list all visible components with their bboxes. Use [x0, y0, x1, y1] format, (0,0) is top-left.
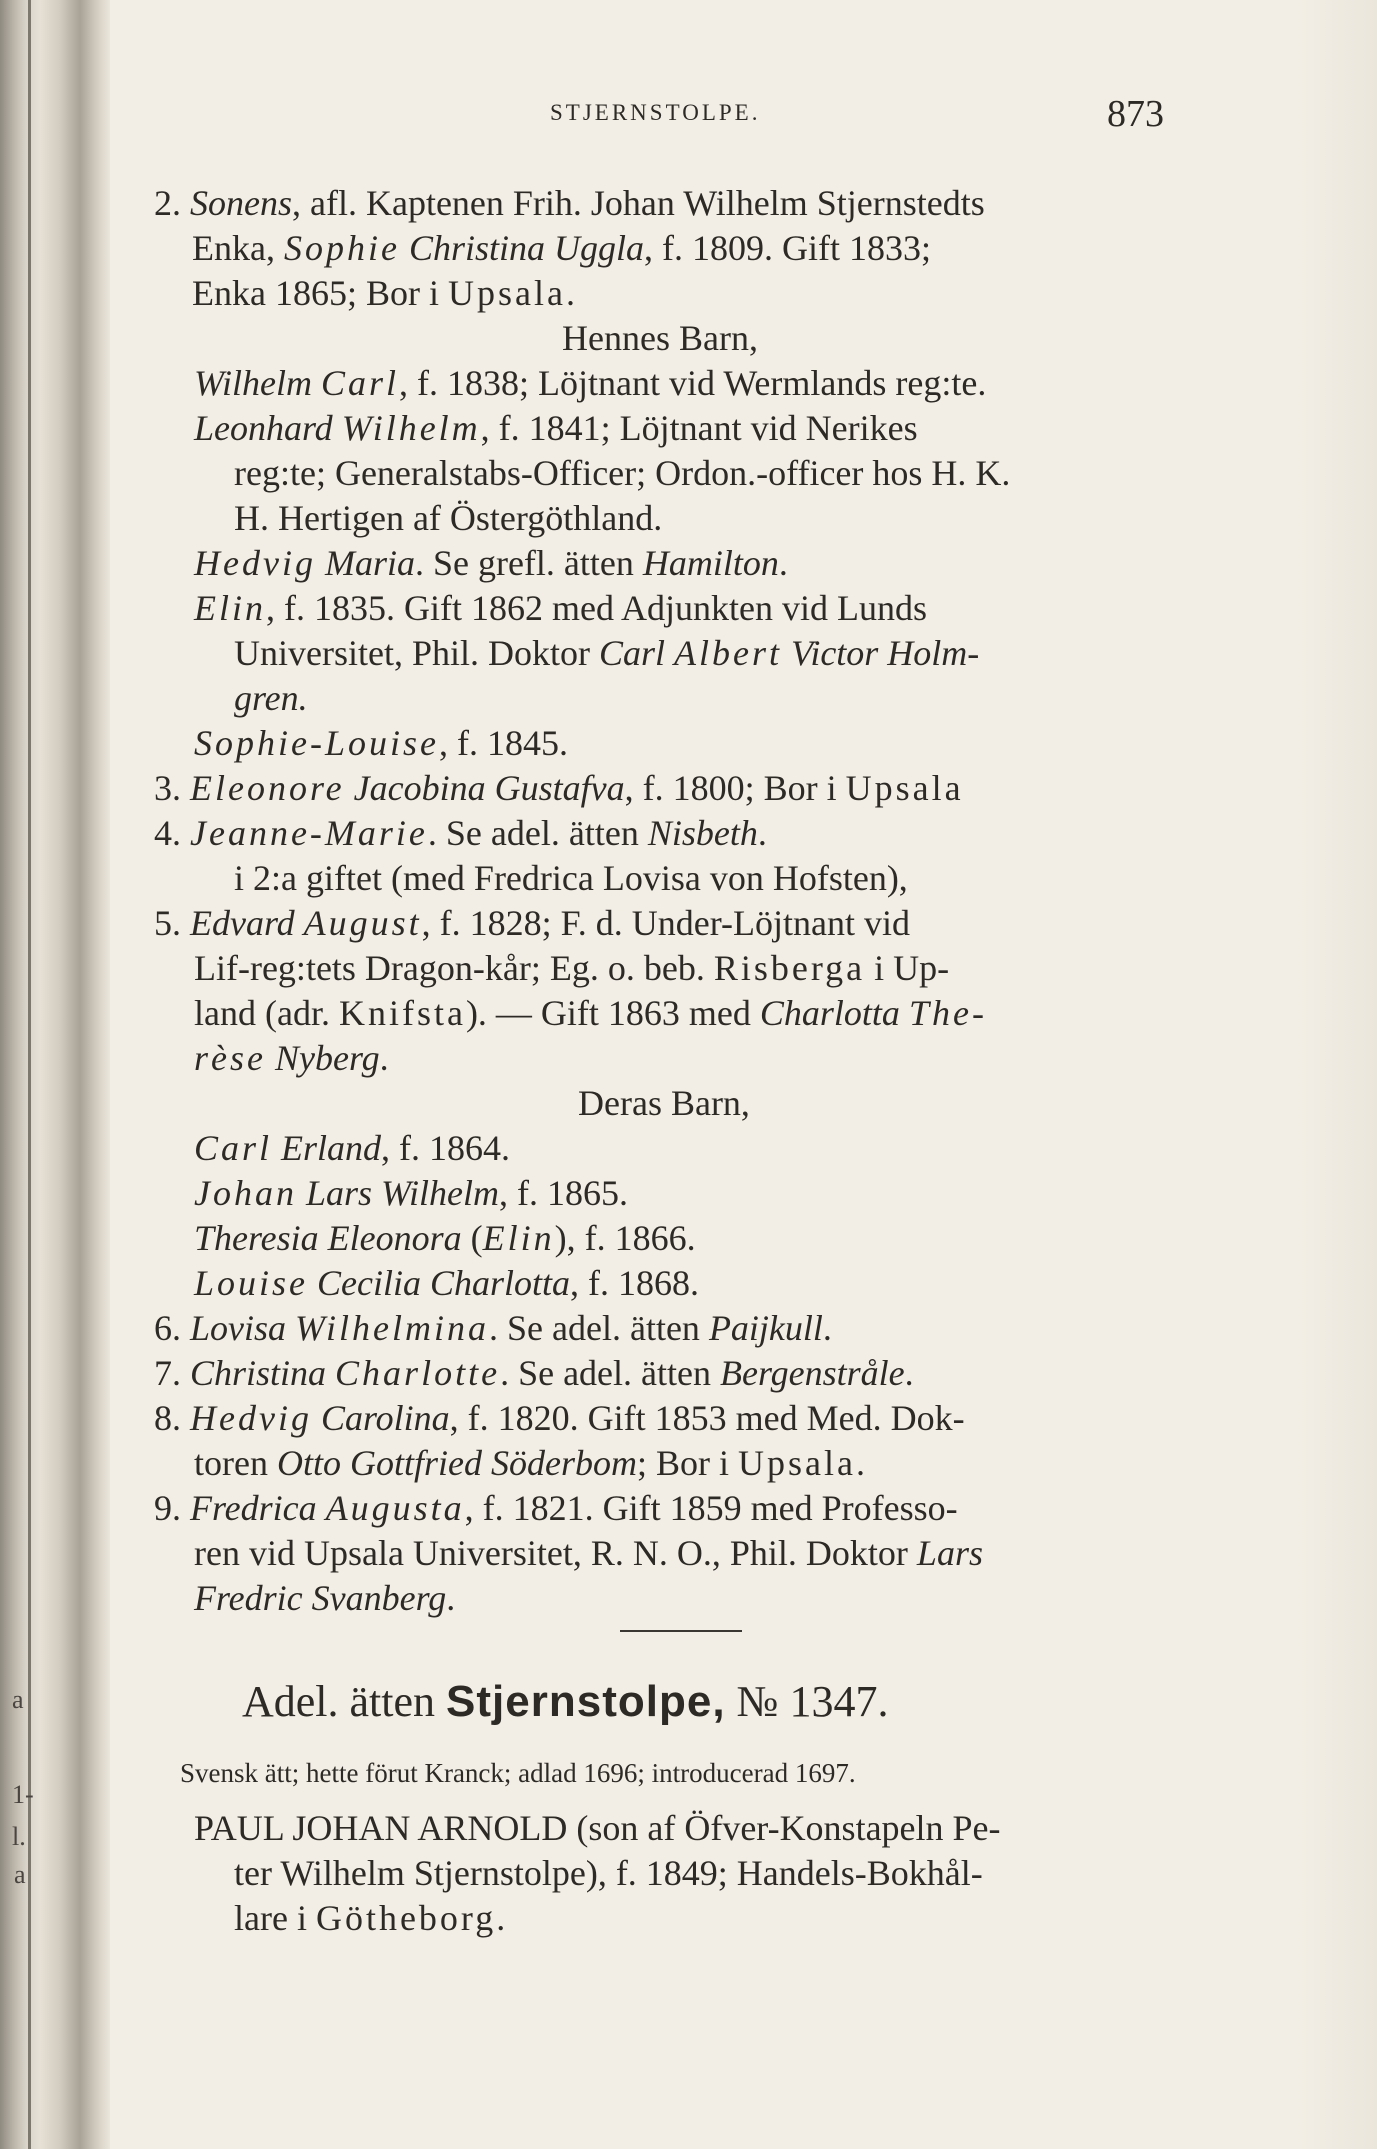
- text-line: [0, 946, 1377, 991]
- text-run: land (adr.: [194, 993, 339, 1033]
- text-run: .: [757, 813, 767, 853]
- text-line: [0, 1576, 1377, 1621]
- text-run: [326, 1353, 335, 1393]
- text-run: 9.: [154, 1488, 190, 1528]
- text-run: Sophie: [283, 228, 400, 268]
- text-line: [0, 1851, 1377, 1896]
- text-run: [272, 1128, 281, 1168]
- text-run: Hedvig: [194, 543, 316, 583]
- text-line: [0, 766, 1377, 811]
- text-run: [345, 768, 354, 808]
- text-run: , f. 1841; Löjtnant vid Nerikes: [480, 408, 918, 448]
- text-run: Elin: [482, 1218, 555, 1258]
- page-number: 873: [1107, 93, 1164, 135]
- text-run: , f. 1835. Gift 1862 med Adjunkten vid Lunds: [266, 588, 927, 628]
- text-run: Carolina: [320, 1398, 450, 1438]
- text-run: Christina Uggla: [408, 228, 644, 268]
- text-run: Charlotta: [759, 993, 900, 1033]
- text-run: Cecilia Charlotta: [317, 1263, 571, 1303]
- margin-mark: l.: [12, 1822, 26, 1851]
- text-run: [900, 993, 909, 1033]
- text-run: i 2:a giftet (med Fredrica Lovisa von Hofsten),: [234, 858, 908, 898]
- text-run: ). — Gift 1863 med: [465, 993, 760, 1033]
- text-run: , f. 1864.: [381, 1128, 511, 1168]
- text-run: , afl. Kaptenen Frih. Johan Wilhelm Stjernstedts: [292, 183, 985, 223]
- text-run: 4.: [154, 813, 190, 853]
- text-run: Johan: [194, 1173, 297, 1213]
- text-run: Otto Gottfried Söderbom: [276, 1443, 637, 1483]
- text-run: Augusta: [325, 1488, 465, 1528]
- text-run: Wilhelmina: [295, 1308, 490, 1348]
- text-run: toren: [194, 1443, 277, 1483]
- margin-mark: a: [12, 1685, 24, 1714]
- text-run: Upsala: [447, 273, 566, 313]
- text-run: № 1347.: [725, 1677, 889, 1726]
- text-run: Hedvig: [190, 1398, 312, 1438]
- text-run: Götheborg: [315, 1898, 497, 1938]
- margin-mark: a: [14, 1860, 26, 1889]
- text-run: . Se adel. ätten: [427, 813, 648, 853]
- text-run: Carl: [194, 1128, 273, 1168]
- text-run: 8.: [154, 1398, 190, 1438]
- text-run: .: [778, 543, 788, 583]
- text-run: 2.: [154, 183, 190, 223]
- text-run: Edvard: [190, 903, 295, 943]
- text-line: [0, 1126, 1377, 1171]
- text-run: [317, 1488, 326, 1528]
- text-run: [665, 633, 674, 673]
- text-run: [312, 363, 321, 403]
- text-run: Lif-reg:tets Dragon-kår; Eg. o. beb.: [194, 948, 714, 988]
- margin-mark: 1-: [12, 1780, 34, 1809]
- section-heading: [0, 1081, 1377, 1126]
- text-run: Wilhelm: [194, 363, 312, 403]
- text-run: .: [379, 1038, 389, 1078]
- text-run: Christina: [190, 1353, 327, 1393]
- text-run: 7.: [154, 1353, 190, 1393]
- text-run: Fredric Svanberg: [194, 1578, 447, 1618]
- text-run: Leonhard: [194, 408, 333, 448]
- text-run: .: [855, 1443, 865, 1483]
- text-run: Erland: [281, 1128, 382, 1168]
- text-run: Enka 1865; Bor i: [192, 273, 448, 313]
- text-run: , f. 1820. Gift 1853 med Med. Dok-: [449, 1398, 965, 1438]
- text-run: , f. 1845.: [438, 723, 568, 763]
- text-run: , f. 1809. Gift 1833;: [644, 228, 931, 268]
- text-run: rèse: [194, 1038, 266, 1078]
- text-run: August: [303, 903, 422, 943]
- text-run: [297, 1173, 306, 1213]
- text-line: [0, 1216, 1377, 1261]
- text-run: Eleonore: [190, 768, 345, 808]
- text-run: Sonens: [190, 183, 292, 223]
- text-run: . Se grefl. ätten: [414, 543, 643, 583]
- text-line: [0, 1351, 1377, 1396]
- text-run: Louise: [194, 1263, 309, 1303]
- text-run: Victor Holm-: [791, 633, 980, 673]
- text-run: .: [822, 1308, 832, 1348]
- text-run: Albert: [674, 633, 782, 673]
- text-run: Enka,: [192, 228, 284, 268]
- text-run: i Up-: [865, 948, 950, 988]
- text-run: Charlotte: [335, 1353, 501, 1393]
- text-run: Risberga: [713, 948, 866, 988]
- text-line: [0, 1896, 1377, 1941]
- text-line: [0, 676, 1377, 721]
- text-line: [0, 856, 1377, 901]
- text-run: [286, 1308, 295, 1348]
- text-run: , f. 1838; Löjtnant vid Wermlands reg:te.: [399, 363, 987, 403]
- text-run: Lars: [916, 1533, 983, 1573]
- text-line: [0, 1261, 1377, 1306]
- text-run: ; Bor i: [636, 1443, 738, 1483]
- text-run: Universitet, Phil. Doktor: [234, 633, 599, 673]
- text-run: , f. 1800; Bor i: [624, 768, 846, 808]
- text-run: Sophie-Louise: [194, 723, 439, 763]
- text-line: [0, 451, 1377, 496]
- text-line: [0, 271, 1377, 316]
- text-line: [0, 1306, 1377, 1351]
- text-line: [0, 181, 1377, 226]
- text-line: [0, 991, 1377, 1036]
- text-run: Hennes Barn,: [562, 318, 758, 358]
- text-run: Deras Barn,: [578, 1083, 750, 1123]
- text-run: (: [461, 1218, 483, 1258]
- text-run: [400, 228, 409, 268]
- text-run: Theresia Eleonora: [194, 1218, 462, 1258]
- text-run: .: [565, 273, 575, 313]
- text-run: Svensk ätt; hette förut Kranck; adlad 1696; introducerad 1697.: [180, 1758, 856, 1788]
- text-run: . Se adel. ätten: [489, 1308, 709, 1348]
- text-run: [782, 633, 791, 673]
- text-run: . Se adel. ätten: [500, 1353, 720, 1393]
- text-run: , f. 1868.: [570, 1263, 700, 1303]
- text-run: ren vid Upsala Universitet, R. N. O., Phil. Doktor: [194, 1533, 917, 1573]
- running-header: [0, 92, 1377, 135]
- running-title: STJERNSTOLPE.: [550, 100, 761, 125]
- text-run: Upsala: [845, 768, 964, 808]
- text-line: [0, 496, 1377, 541]
- text-run: Stjernstolpe,: [446, 1677, 726, 1726]
- text-line: [0, 1806, 1377, 1851]
- text-line: [0, 586, 1377, 631]
- text-run: Elin: [194, 588, 266, 628]
- text-run: 6.: [154, 1308, 190, 1348]
- text-run: 3.: [154, 768, 190, 808]
- text-line: [0, 1441, 1377, 1486]
- text-run: , f. 1821. Gift 1859 med Professo-: [464, 1488, 958, 1528]
- text-run: gren.: [234, 678, 308, 718]
- text-run: .: [446, 1578, 456, 1618]
- text-run: ter Wilhelm Stjernstolpe), f. 1849; Handels-Bokhål-: [234, 1853, 983, 1893]
- family-heading: [0, 1676, 1377, 1728]
- text-run: [312, 1398, 321, 1438]
- text-run: Adel. ätten: [242, 1677, 447, 1726]
- text-line: [0, 1396, 1377, 1441]
- text-line: [0, 631, 1377, 676]
- text-run: Upsala: [737, 1443, 856, 1483]
- text-run: , f. 1865.: [499, 1173, 629, 1213]
- text-run: .: [496, 1898, 506, 1938]
- text-run: PAUL JOHAN ARNOLD (son af Öfver-Konstapeln Pe-: [194, 1808, 1001, 1848]
- text-line: [0, 901, 1377, 946]
- text-run: Bergenstråle: [719, 1353, 905, 1393]
- text-run: , f. 1828; F. d. Under-Löjtnant vid: [421, 903, 911, 943]
- text-run: Carl: [598, 633, 666, 673]
- text-run: [266, 1038, 275, 1078]
- text-run: H. Hertigen af Östergöthland.: [234, 498, 663, 538]
- section-heading: [0, 316, 1377, 361]
- text-line: [0, 1531, 1377, 1576]
- text-line: [0, 721, 1377, 766]
- text-run: ), f. 1866.: [554, 1218, 696, 1258]
- text-line: [0, 1171, 1377, 1216]
- text-run: Jeanne-Marie: [190, 813, 428, 853]
- section-divider: [620, 1630, 742, 1632]
- text-run: [316, 543, 325, 583]
- text-run: 5.: [154, 903, 190, 943]
- text-run: Hamilton: [642, 543, 779, 583]
- text-run: Carl: [320, 363, 400, 403]
- text-line: [0, 406, 1377, 451]
- text-run: Jacobina Gustafva: [353, 768, 625, 808]
- text-run: Nyberg: [274, 1038, 380, 1078]
- text-run: [333, 408, 342, 448]
- text-run: Knifsta: [338, 993, 466, 1033]
- text-line: [0, 1036, 1377, 1081]
- text-run: Paijkull: [708, 1308, 823, 1348]
- text-run: Nisbeth: [647, 813, 758, 853]
- text-line: [0, 226, 1377, 271]
- text-line: [0, 361, 1377, 406]
- text-run: [308, 1263, 317, 1303]
- text-run: Lovisa: [190, 1308, 287, 1348]
- text-run: Maria: [324, 543, 415, 583]
- text-line: [0, 1486, 1377, 1531]
- text-run: Fredrica: [190, 1488, 317, 1528]
- text-line: [0, 541, 1377, 586]
- text-run: .: [904, 1353, 914, 1393]
- text-run: [295, 903, 304, 943]
- text-run: The-: [908, 993, 987, 1033]
- text-run: reg:te; Generalstabs-Officer; Ordon.-officer hos H. K.: [234, 453, 1011, 493]
- text-run: Wilhelm: [341, 408, 481, 448]
- text-run: Lars Wilhelm: [305, 1173, 500, 1213]
- text-run: lare i: [234, 1898, 316, 1938]
- family-subheading: [0, 1748, 1377, 1793]
- text-line: [0, 811, 1377, 856]
